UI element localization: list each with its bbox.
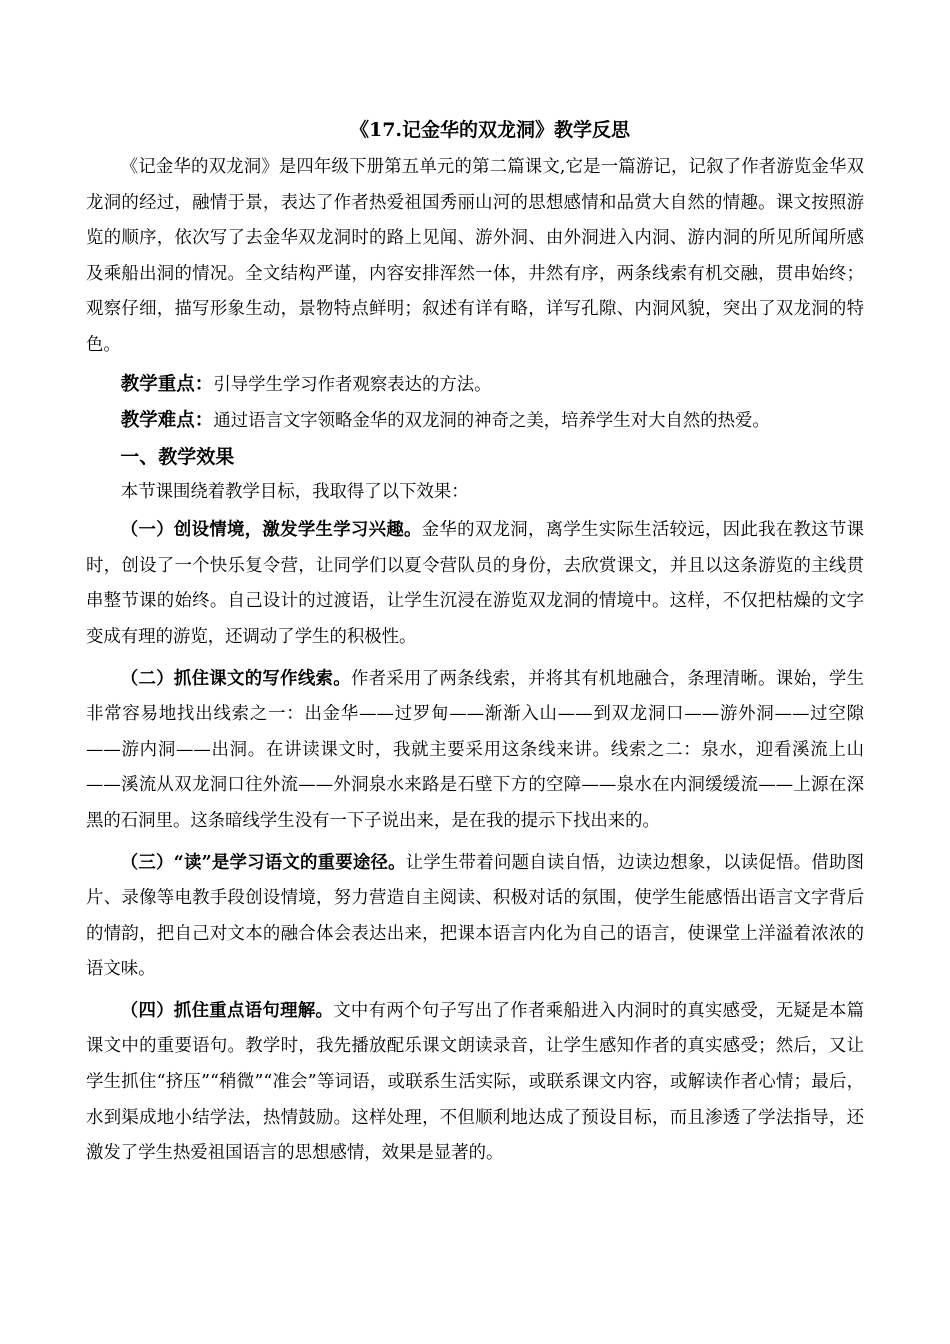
teaching-difficulty-label: 教学难点： (120, 409, 214, 431)
effect-item-4 (86, 994, 864, 1172)
intro-paragraph: 《记金华的双龙洞》是四年级下册第五单元的第二篇课文,它是一篇游记，记叙了作者游览金华双龙洞的经过，融情于景，表达了作者热爱祖国秀丽山河的思想感情和品赏大自然的情趣。课文按照游览的顺序，依次写了去金华双龙洞时的路上见闻、游外洞、由外洞进入内洞、游内洞的所见所闻所感及乘船出洞的情况。全文结构严谨，内容安排浑然一体，井然有序，两条线索有机交融，贯串始终；观察仔细，描写形象生动，景物特点鲜明；叙述有详有略，详写孔隙、内洞风貌，突出了双龙洞的特色。 (86, 157, 864, 355)
effect-item-3 (86, 846, 864, 988)
effect-item-4-lead: （四）抓住重点语句理解。 (120, 1000, 334, 1021)
effect-item-2-text: 作者采用了两条线索，并将其有机地融合，条理清晰。课始，学生非常容易地找出线索之一：出金华——过罗甸——渐渐入山——到双龙洞口——游外洞——过空隙——游内洞——出洞。在讲读课文时，我就主要采用这条线来讲。线索之二：泉水，迎看溪流上山——溪流从双龙洞口往外流——外洞泉水来路是石壁下方的空障——泉水在内洞缓缓流——上源在深黑的石洞里。这条暗线学生没有一下子说出来，是在我的提示下找出来的。 (86, 668, 864, 831)
effect-item-3-lead: （三）“读”是学习语文的重要途径。 (120, 852, 406, 873)
teaching-focus (86, 367, 864, 403)
section-heading-effects: 一、教学效果 (120, 445, 235, 468)
effect-item-1-lead: （一）创设情境，激发学生学习兴趣。 (120, 520, 422, 541)
effect-item-4-text: 文中有两个句子写出了作者乘船进入内洞时的真实感受，无疑是本篇课文中的重要语句。教学时，我先播放配乐课文朗读录音，让学生感知作者的真实感受；然后，又让学生抓住“挤压”“稍微”“准会”等词语，或联系生活实际，或联系课文内容，或解读作者心情；最后，水到渠成地小结学法，热情鼓励。这样处理，不但顺利地达成了预设目标，而且渗透了学法指导，还激发了学生热爱祖国语言的思想感情，效果是显著的。 (86, 1000, 864, 1164)
effect-item-3-text: 让学生带着问题自读自悟，边读边想象，以读促悟。借助图片、录像等电教手段创设情境，努力营造自主阅读、积极对话的氛围，使学生能感悟出语言文字背后的情韵，把自己对文本的融合体会表达出来，把课本语言内化为自己的语言，使课堂上洋溢着浓浓的语文味。 (86, 852, 864, 980)
document-body (86, 114, 864, 1172)
effect-item-1-text: 金华的双龙洞，离学生实际生活较远，因此我在教这节课时，创设了一个快乐复令营，让同学们以夏令营队员的身份，去欣赏课文，并且以这条游览的主线贯串整节课的始终。自己设计的过渡语，让学生沉浸在游览双龙洞的情境中。这样，不仅把枯燥的文字变成有理的游览，还调动了学生的积极性。 (86, 520, 864, 647)
document-title: 《17.记金华的双龙洞》教学反思 (349, 119, 631, 141)
teaching-focus-label: 教学重点： (120, 373, 214, 395)
effect-item-1 (86, 513, 864, 655)
teaching-difficulty-text: 通过语言文字领略金华的双龙洞的神奇之美，培养学生对大自然的热爱。 (213, 410, 770, 431)
effect-item-2-lead: （二）抓住课文的写作线索。 (120, 668, 351, 689)
teaching-focus-text: 引导学生学习作者观察表达的方法。 (213, 374, 492, 395)
section-intro: 本节课围绕着教学目标，我取得了以下效果： (120, 481, 469, 502)
effect-item-2 (86, 662, 864, 840)
teaching-difficulty (86, 403, 864, 439)
